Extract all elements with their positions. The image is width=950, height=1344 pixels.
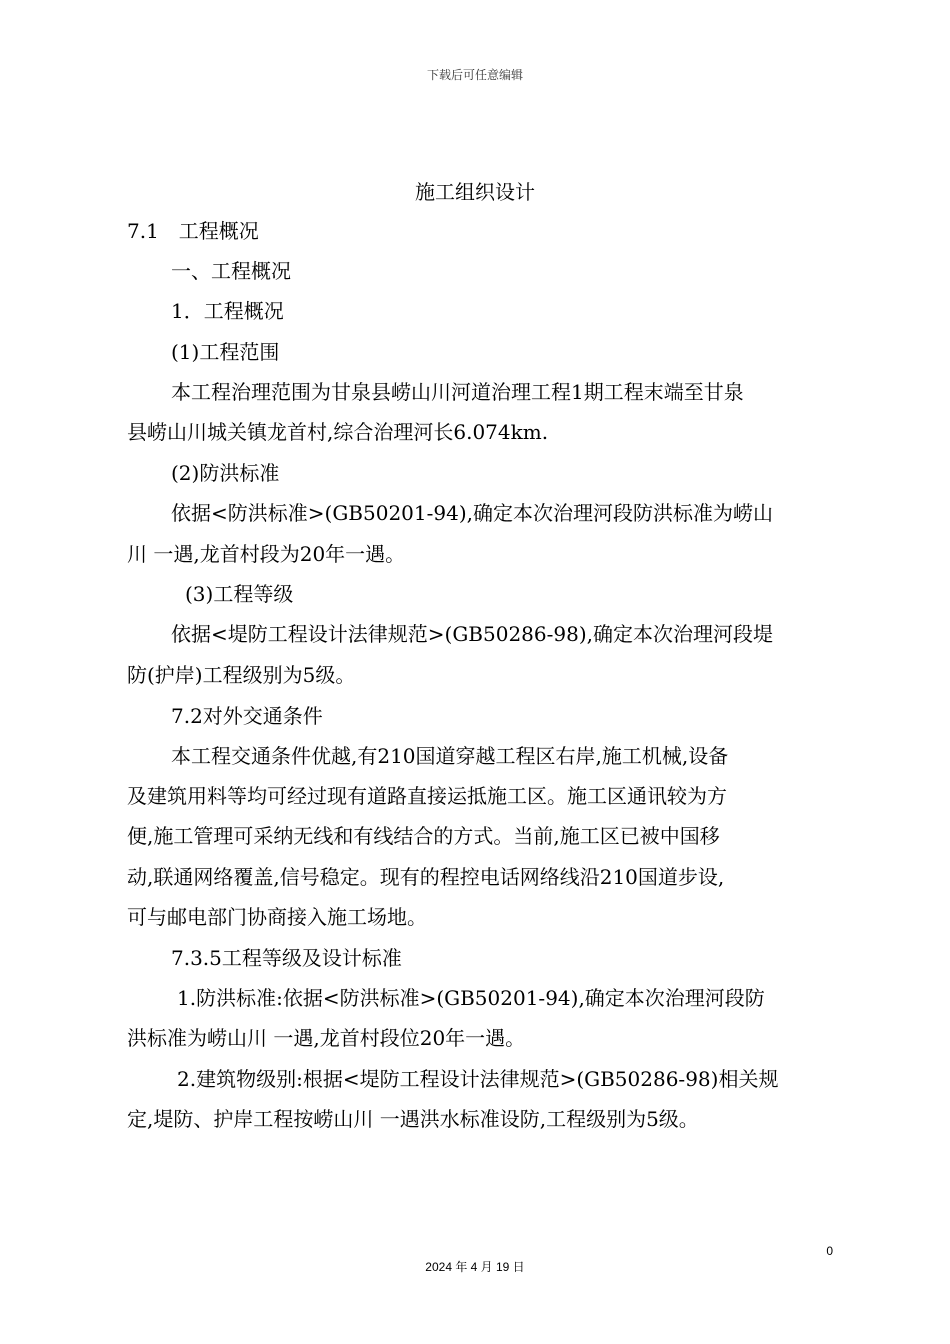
item-heading: (2)防洪标准	[171, 461, 280, 485]
paragraph-line: 洪标准为崂山川 一遇,龙首村段位20年一遇。	[127, 1026, 526, 1050]
header-note: 下载后可任意编辑	[426, 68, 523, 82]
paragraph-line: 定,堤防、护岸工程按崂山川 一遇洪水标准设防,工程级别为5级。	[127, 1107, 699, 1131]
paragraph-line: 可与邮电部门协商接入施工场地。	[127, 905, 427, 929]
paragraph-line: 川 一遇,龙首村段为20年一遇。	[127, 542, 406, 566]
section-heading: 7.1 工程概况	[127, 219, 259, 243]
item-heading: (1)工程范围	[171, 340, 280, 364]
paragraph-line: 2.建筑物级别:根据<堤防工程设计法律规范>(GB50286-98)相关规	[177, 1067, 779, 1091]
paragraph-line: 1.防洪标准:依据<防洪标准>(GB50201-94),确定本次治理河段防	[177, 986, 765, 1010]
paragraph-line: 县崂山川城关镇龙首村,综合治理河长6.074km.	[127, 420, 549, 444]
document-title: 施工组织设计	[415, 180, 535, 204]
paragraph-line: 依据<堤防工程设计法律规范>(GB50286-98),确定本次治理河段堤	[171, 622, 773, 646]
paragraph-line: 依据<防洪标准>(GB50201-94),确定本次治理河段防洪标准为崂山	[171, 501, 773, 525]
paragraph-line: 动,联通网络覆盖,信号稳定。现有的程控电话网络线沿210国道步设,	[127, 865, 725, 889]
paragraph-line: 便,施工管理可采纳无线和有线结合的方式。当前,施工区已被中国移	[127, 824, 720, 848]
footer-date: 2024 年 4 月 19 日	[425, 1260, 525, 1274]
item-heading: (3)工程等级	[185, 582, 294, 606]
paragraph-line: 本工程治理范围为甘泉县崂山川河道治理工程1期工程末端至甘泉	[171, 380, 744, 404]
subsection-heading: 一、工程概况	[171, 259, 291, 283]
paragraph-line: 防(护岸)工程级别为5级。	[127, 663, 356, 687]
paragraph-line: 及建筑用料等均可经过现有道路直接运抵施工区。施工区通讯较为方	[127, 784, 727, 808]
section-heading: 7.2对外交通条件	[171, 704, 323, 728]
section-heading: 7.3.5工程等级及设计标准	[171, 946, 402, 970]
subsection-heading: 1．工程概况	[171, 299, 284, 323]
page-number: 0	[826, 1244, 833, 1258]
paragraph-line: 本工程交通条件优越,有210国道穿越工程区右岸,施工机械,设备	[171, 744, 729, 768]
